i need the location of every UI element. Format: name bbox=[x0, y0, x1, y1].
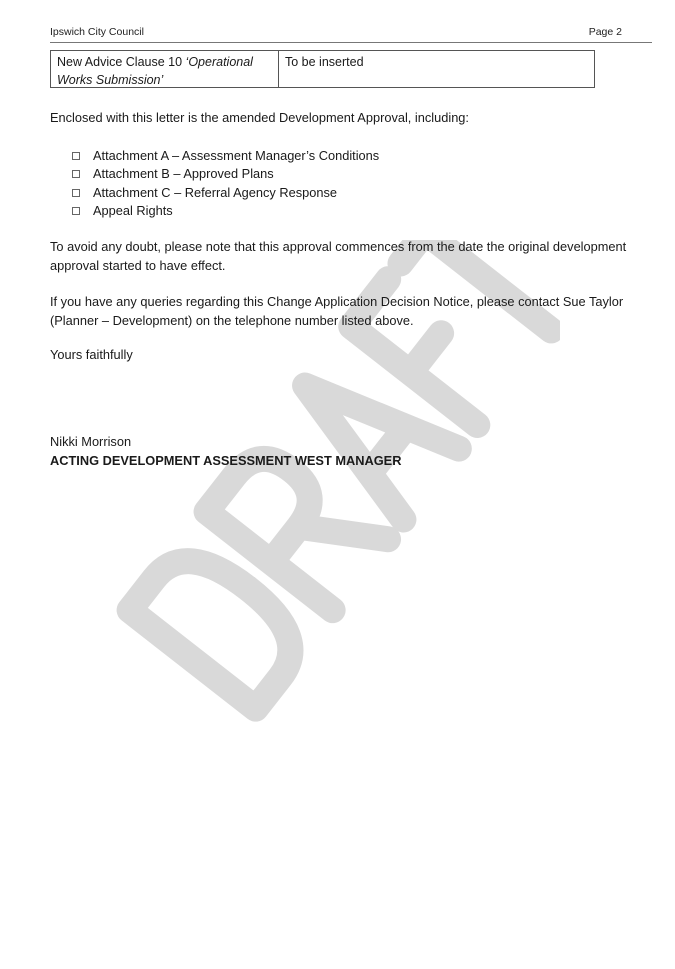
queries-line-1: If you have any queries regarding this Change Application Decision Notice, please contact Sue Taylor bbox=[50, 294, 624, 309]
queries-paragraph bbox=[50, 292, 655, 330]
page-header bbox=[50, 26, 652, 43]
header-page-number: Page 2 bbox=[588, 26, 622, 38]
closing-salutation: Yours faithfully bbox=[50, 347, 133, 362]
clause-cell bbox=[51, 51, 279, 87]
checkbox-icon bbox=[72, 189, 80, 197]
attachment-label: Attachment C – Referral Agency Response bbox=[93, 184, 337, 200]
doubt-line-1: To avoid any doubt, please note that this approval commences from the date the original development bbox=[50, 239, 627, 254]
list-item bbox=[72, 202, 379, 220]
clause-label: New Advice Clause 10 bbox=[57, 55, 186, 69]
attachment-label: Attachment A – Assessment Manager’s Conditions bbox=[93, 148, 380, 163]
header-organisation: Ipswich City Council bbox=[50, 26, 144, 38]
clause-value-cell bbox=[279, 51, 594, 87]
clause-italic-title-line2: Works Submission’ bbox=[57, 73, 164, 87]
clause-value: To be inserted bbox=[285, 55, 364, 69]
queries-line-2: (Planner – Development) on the telephone number listed above. bbox=[50, 313, 414, 328]
list-item bbox=[72, 184, 379, 202]
signatory-title: ACTING DEVELOPMENT ASSESSMENT WEST MANAGER bbox=[50, 453, 402, 468]
clause-table bbox=[50, 50, 595, 88]
list-item bbox=[72, 165, 379, 183]
list-item bbox=[72, 147, 379, 165]
clause-italic-title: ‘Operational bbox=[185, 55, 253, 69]
checkbox-icon bbox=[72, 152, 80, 160]
checkbox-icon bbox=[72, 207, 80, 215]
doubt-line-2: approval started to have effect. bbox=[50, 258, 226, 273]
checkbox-icon bbox=[72, 170, 80, 178]
signatory-name: Nikki Morrison bbox=[50, 434, 132, 449]
enclosed-paragraph: Enclosed with this letter is the amended Development Approval, including: bbox=[50, 110, 469, 125]
attachment-label: Appeal Rights bbox=[93, 202, 173, 218]
doubt-paragraph bbox=[50, 237, 655, 275]
attachment-label: Attachment B – Approved Plans bbox=[93, 166, 274, 182]
attachment-list bbox=[72, 147, 379, 220]
